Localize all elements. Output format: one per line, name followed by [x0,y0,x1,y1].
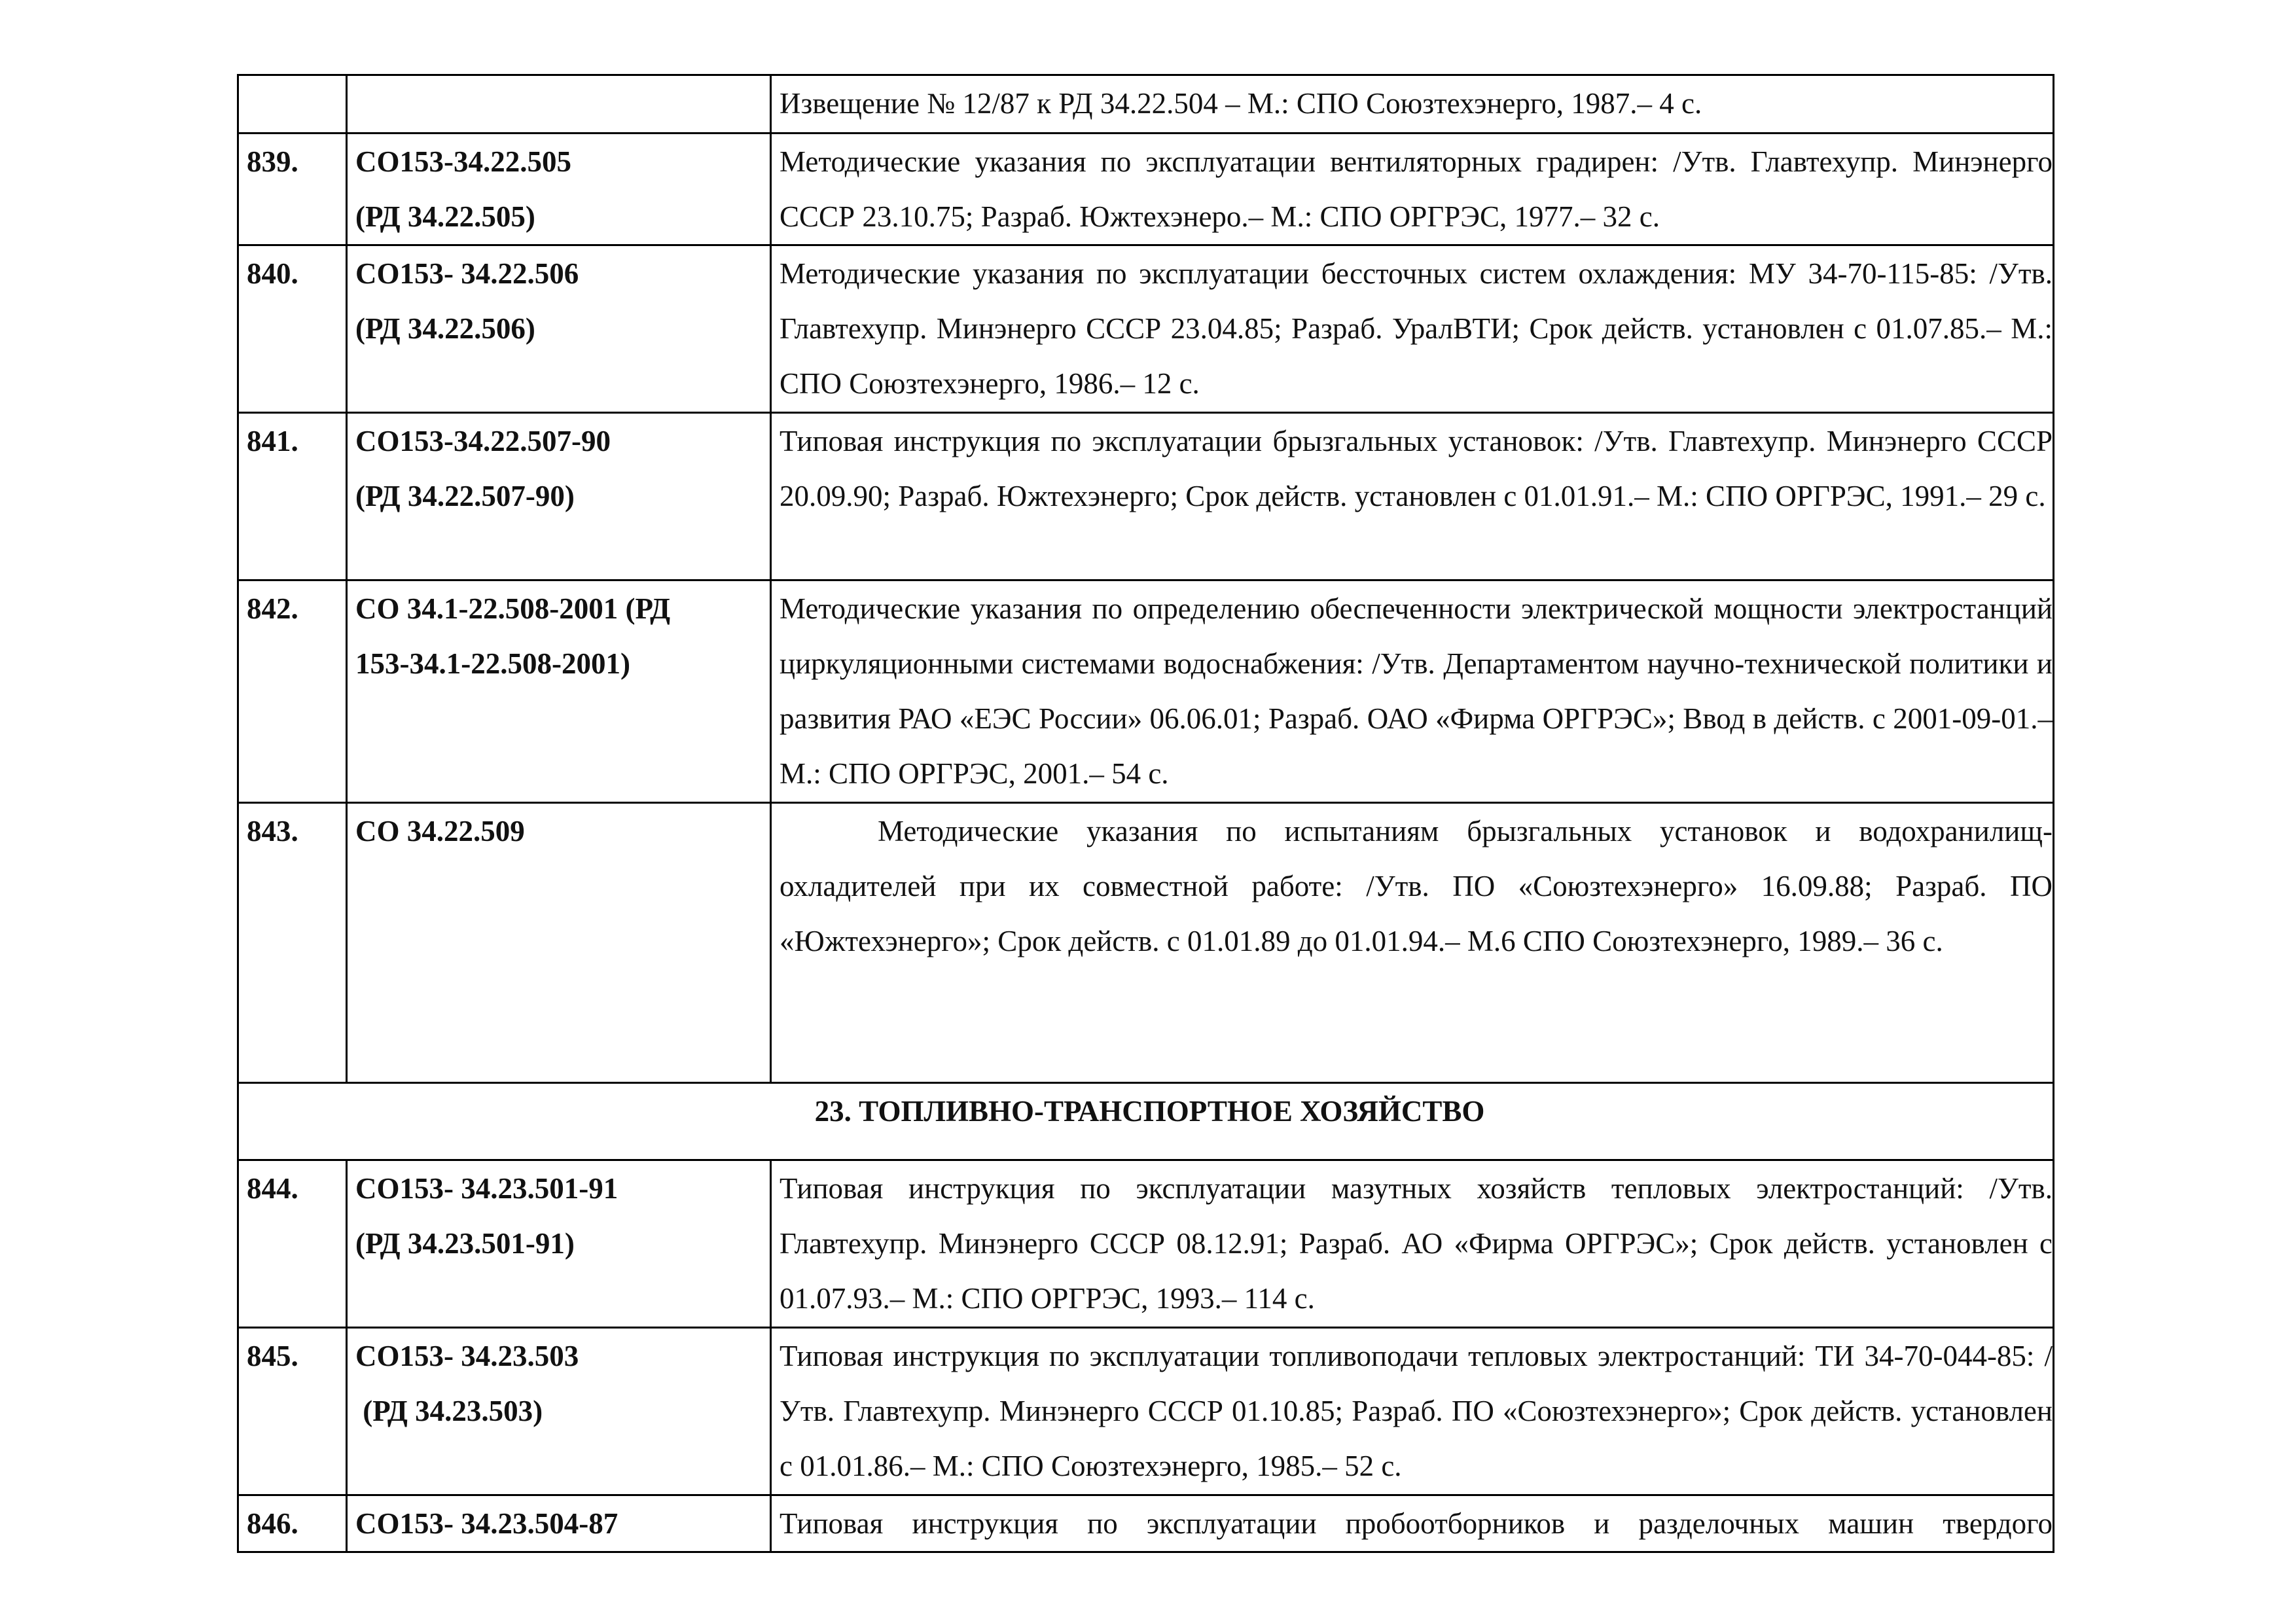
table-row [238,803,2054,1083]
code-primary: СО153-34.22.505 [355,145,571,178]
section-heading: 23. ТОПЛИВНО-ТРАНСПОРТНОЕ ХОЗЯЙСТВО [238,1083,2054,1160]
document-description: Методические указания по испытаниям брызгальных установок и водохранилищ-охладителей при их совместной работе: /Утв. ПО «Союзтехэнерго» 16.09.88; Разраб. ПО «Южтехэнерго»; Срок действ. с 01.01.89 до 01.01.94.– М.6 СПО Союзтехэнерго, 1989.– 36 с. [771,803,2054,1083]
document-description: Типовая инструкция по эксплуатации брызгальных установок: /Утв. Главтехупр. Минэнерго СССР 20.09.90; Разраб. Южтехэнерго; Срок действ. установлен с 01.01.91.– М.: СПО ОРГРЭС, 1991.– 29 с. [771,413,2054,580]
document-description: Типовая инструкция по эксплуатации мазутных хозяйств тепловых электростанций: /Утв. Главтехупр. Минэнерго СССР 08.12.91; Разраб. АО «Фирма ОРГРЭС»; Срок действ. установлен с 01.07.93.– М.: СПО ОРГРЭС, 1993.– 114 с. [771,1160,2054,1328]
code-legacy: 153-34.1-22.508-2001) [355,647,630,680]
row-number: 839. [238,134,347,245]
code-primary: СО153- 34.23.504-87 [355,1507,619,1540]
code-primary: СО153- 34.23.501-91 [355,1172,619,1205]
table-row [238,1495,2054,1552]
code-legacy: (РД 34.22.507-90) [355,480,575,512]
document-code [347,1328,771,1495]
code-primary: СО153- 34.22.506 [355,257,579,290]
table-row [238,580,2054,803]
table-row [238,75,2054,134]
code-legacy: (РД 34.23.503) [355,1395,543,1427]
table-row [238,245,2054,413]
document-code [347,75,771,134]
row-number: 840. [238,245,347,413]
table-row [238,1328,2054,1495]
row-number: 846. [238,1495,347,1552]
table-row [238,413,2054,580]
document-code [347,1495,771,1552]
code-primary: СО153- 34.23.503 [355,1340,579,1372]
table-row [238,1160,2054,1328]
document-description: Методические указания по эксплуатации бессточных систем охлаждения: МУ 34-70-115-85: /Утв. Главтехупр. Минэнерго СССР 23.04.85; Разраб. УралВТИ; Срок действ. установлен с 01.07.85.– М.: СПО Союзтехэнерго, 1986.– 12 с. [771,245,2054,413]
code-legacy: (РД 34.22.505) [355,200,535,233]
row-number: 842. [238,580,347,803]
row-number: 841. [238,413,347,580]
table-row [238,134,2054,245]
document-code [347,1160,771,1328]
document-code [347,134,771,245]
code-primary: СО 34.1-22.508-2001 (РД [355,592,671,625]
document-description: Извещение № 12/87 к РД 34.22.504 – М.: СПО Союзтехэнерго, 1987.– 4 с. [771,75,2054,134]
code-primary: СО 34.22.509 [355,815,525,847]
document-code [347,580,771,803]
document-code [347,413,771,580]
document-description: Типовая инструкция по эксплуатации топливоподачи тепловых электростанций: ТИ 34-70-044-85: /Утв. Главтехупр. Минэнерго СССР 01.10.85; Разраб. ПО «Союзтехэнерго»; Срок действ. установлен с 01.01.86.– М.: СПО Союзтехэнерго, 1985.– 52 с. [771,1328,2054,1495]
row-number [238,75,347,134]
code-legacy: (РД 34.22.506) [355,312,535,345]
document-description: Методические указания по эксплуатации вентиляторных градирен: /Утв. Главтехупр. Минэнерго СССР 23.10.75; Разраб. Южтехэнеро.– М.: СПО ОРГРЭС, 1977.– 32 с. [771,134,2054,245]
row-number: 845. [238,1328,347,1495]
document-code [347,245,771,413]
document-description: Методические указания по определению обеспеченности электрической мощности электростанций циркуляционными системами водоснабжения: /Утв. Департаментом научно-технической политики и развития РАО «ЕЭС России» 06.06.01; Разраб. ОАО «Фирма ОРГРЭС»; Ввод в действ. с 2001-09-01.– М.: СПО ОРГРЭС, 2001.– 54 с. [771,580,2054,803]
section-row [238,1083,2054,1160]
code-legacy: (РД 34.23.501-91) [355,1227,575,1260]
document-description: Типовая инструкция по эксплуатации пробоотборников и разделочных машин твердого [771,1495,2054,1552]
row-number: 843. [238,803,347,1083]
code-primary: СО153-34.22.507-90 [355,425,611,457]
row-number: 844. [238,1160,347,1328]
normative-documents-table [237,74,2054,1553]
document-code [347,803,771,1083]
